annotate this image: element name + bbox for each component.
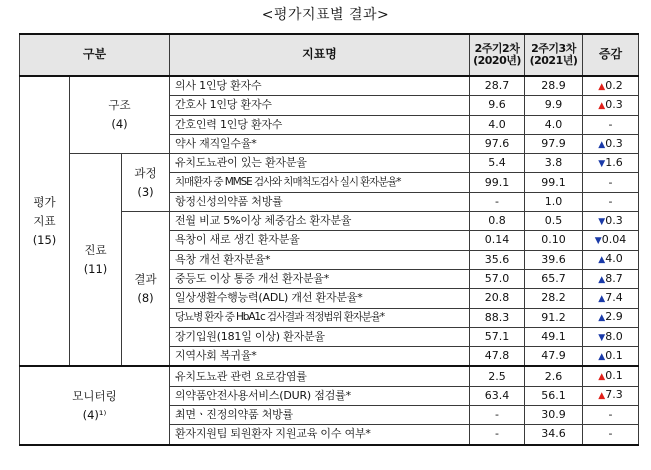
value-y2021: 28.9 — [525, 76, 583, 96]
value-y2021: 47.9 — [525, 347, 583, 367]
group-process-cell-line: (3) — [137, 184, 154, 199]
change-cell — [583, 406, 639, 425]
change-cell — [583, 386, 639, 405]
change-cell — [583, 269, 639, 288]
triangle-down-icon: ▼ — [598, 332, 606, 343]
table-body — [20, 76, 639, 445]
value-y2021: 9.9 — [525, 96, 583, 115]
change-cell — [583, 347, 639, 367]
group-monitoring-cell-line: (4)¹⁾ — [82, 407, 107, 422]
value-y2021: 2.6 — [525, 366, 583, 386]
change-value: 8.0 — [605, 329, 623, 343]
value-y2020: - — [470, 425, 525, 445]
indicator-name: 욕창 개선 환자분율* — [170, 250, 470, 269]
value-y2021: 49.1 — [525, 327, 583, 346]
triangle-up-icon: ▲ — [598, 274, 606, 285]
change-cell — [583, 289, 639, 308]
value-y2020: 0.14 — [470, 231, 525, 250]
change-value: 0.04 — [601, 233, 627, 247]
triangle-up-icon: ▲ — [598, 81, 606, 92]
triangle-up-icon: ▲ — [598, 293, 606, 304]
header-2020 — [470, 34, 525, 76]
change-cell — [583, 115, 639, 134]
value-y2021: 0.5 — [525, 212, 583, 231]
change-value: 4.0 — [605, 252, 623, 266]
group-process-cell-line: 과정 — [134, 165, 157, 180]
group-care-cell-line: (11) — [83, 261, 108, 276]
change-value: 0.2 — [605, 78, 623, 92]
group-eval-cell-line: 지표 — [33, 213, 56, 228]
value-y2021: 99.1 — [525, 173, 583, 192]
change-value: 1.6 — [605, 155, 623, 169]
change-cell — [583, 76, 639, 96]
value-y2021: 39.6 — [525, 250, 583, 269]
triangle-up-icon: ▲ — [598, 351, 606, 362]
value-y2020: 35.6 — [470, 250, 525, 269]
group-structure-cell-line: 구조 — [108, 98, 131, 113]
indicator-name: 최면ㆍ진정의약품 처방률 — [170, 406, 470, 425]
change-cell — [583, 250, 639, 269]
header-change: 증감 — [583, 34, 639, 76]
group-care-cell — [70, 154, 122, 367]
change-value: - — [608, 408, 613, 422]
group-outcome-cell — [122, 212, 170, 367]
change-cell — [583, 96, 639, 115]
value-y2021: 30.9 — [525, 406, 583, 425]
change-cell — [583, 154, 639, 173]
change-value: - — [608, 194, 613, 208]
change-cell — [583, 231, 639, 250]
change-value: - — [608, 175, 613, 189]
value-y2020: - — [470, 406, 525, 425]
value-y2020: 28.7 — [470, 76, 525, 96]
header-category: 구분 — [20, 34, 170, 76]
indicator-name: 의사 1인당 환자수 — [170, 76, 470, 96]
indicator-name: 간호인력 1인당 환자수 — [170, 115, 470, 134]
value-y2020: 2.5 — [470, 366, 525, 386]
indicator-name: 항정신성의약품 처방률 — [170, 192, 470, 211]
table-row — [20, 366, 639, 386]
change-cell — [583, 212, 639, 231]
value-y2021: 1.0 — [525, 192, 583, 211]
indicator-name: 유치도뇨관 관련 요로감염률 — [170, 366, 470, 386]
change-value: 7.3 — [605, 388, 623, 402]
triangle-up-icon: ▲ — [598, 255, 606, 266]
header-indicator: 지표명 — [170, 34, 470, 76]
indicator-name: 환자지원팀 퇴원환자 지원교육 이수 여부* — [170, 425, 470, 445]
table-caption: <평가지표별 결과> — [261, 7, 390, 23]
indicator-name: 유치도뇨관이 있는 환자분율 — [170, 154, 470, 173]
triangle-up-icon: ▲ — [598, 101, 606, 111]
indicator-name: 약사 재직일수율* — [170, 134, 470, 153]
value-y2020: 57.1 — [470, 327, 525, 346]
change-cell — [583, 327, 639, 346]
value-y2021: 4.0 — [525, 115, 583, 134]
value-y2020: - — [470, 192, 525, 211]
change-value: 2.9 — [605, 310, 623, 324]
indicator-name: 당뇨병 환자 중 HbA1c 검사결과 적정범위 환자분율* — [170, 308, 470, 327]
value-y2020: 20.8 — [470, 289, 525, 308]
triangle-up-icon: ▲ — [598, 391, 606, 402]
change-value: 0.3 — [605, 136, 623, 150]
value-y2021: 97.9 — [525, 134, 583, 153]
header-2020-round: 2주기2차 — [474, 41, 520, 55]
group-outcome-cell-line: 결과 — [134, 272, 157, 287]
group-care-cell-line: 진료 — [84, 243, 107, 258]
change-value: - — [608, 117, 613, 131]
group-monitoring-cell-line: 모니터링 — [72, 388, 117, 403]
value-y2021: 91.2 — [525, 308, 583, 327]
value-y2020: 4.0 — [470, 115, 525, 134]
change-cell — [583, 134, 639, 153]
change-value: 7.4 — [605, 290, 623, 304]
value-y2020: 0.8 — [470, 212, 525, 231]
triangle-down-icon: ▼ — [594, 236, 602, 247]
change-cell — [583, 173, 639, 192]
change-value: 0.3 — [605, 98, 623, 111]
indicator-name: 의약품안전사용서비스(DUR) 점검률* — [170, 386, 470, 405]
header-row — [20, 34, 639, 76]
change-value: 0.1 — [605, 348, 623, 362]
value-y2020: 88.3 — [470, 308, 525, 327]
value-y2020: 97.6 — [470, 134, 525, 153]
evaluation-indicator-table — [19, 33, 639, 446]
triangle-down-icon: ▼ — [598, 216, 606, 227]
triangle-up-icon: ▲ — [598, 372, 606, 383]
value-y2021: 56.1 — [525, 386, 583, 405]
change-value: 8.7 — [605, 271, 623, 285]
indicator-name: 장기입원(181일 이상) 환자분율 — [170, 327, 470, 346]
triangle-up-icon: ▲ — [598, 313, 606, 324]
group-eval-cell-line: 평가 — [33, 195, 56, 210]
indicator-name: 지역사회 복귀율* — [170, 347, 470, 367]
value-y2021: 0.10 — [525, 231, 583, 250]
group-process-cell — [122, 154, 170, 212]
change-cell — [583, 308, 639, 327]
value-y2020: 57.0 — [470, 269, 525, 288]
value-y2020: 5.4 — [470, 154, 525, 173]
value-y2020: 9.6 — [470, 96, 525, 115]
change-value: 0.1 — [605, 369, 623, 383]
change-cell — [583, 192, 639, 211]
indicator-name: 치매환자 중 MMSE 검사와 치매척도검사 실시 환자분율* — [170, 173, 470, 192]
indicator-name: 욕창이 새로 생긴 환자분율 — [170, 231, 470, 250]
table-row — [20, 76, 639, 96]
change-value: - — [608, 427, 613, 441]
header-2021 — [525, 34, 583, 76]
change-value: 0.3 — [605, 213, 623, 227]
indicator-name: 간호사 1인당 환자수 — [170, 96, 470, 115]
value-y2021: 28.2 — [525, 289, 583, 308]
change-cell — [583, 366, 639, 386]
group-outcome-cell-line: (8) — [137, 290, 154, 305]
header-2021-year: (2021년) — [529, 54, 578, 67]
group-eval-cell-line: (15) — [32, 232, 57, 247]
triangle-down-icon: ▼ — [598, 158, 606, 169]
indicator-name: 전월 비교 5%이상 체중감소 환자분율 — [170, 212, 470, 231]
header-2021-round: 2주기3차 — [531, 41, 576, 55]
value-y2020: 99.1 — [470, 173, 525, 192]
value-y2020: 63.4 — [470, 386, 525, 405]
value-y2021: 65.7 — [525, 269, 583, 288]
group-monitoring-cell — [20, 366, 170, 444]
triangle-up-icon: ▲ — [598, 139, 606, 150]
group-eval-cell — [20, 76, 70, 366]
indicator-name: 일상생활수행능력(ADL) 개선 환자분율* — [170, 289, 470, 308]
table-row — [20, 154, 639, 173]
group-structure-cell — [70, 76, 170, 154]
value-y2020: 47.8 — [470, 347, 525, 367]
group-structure-cell-line: (4) — [111, 117, 128, 132]
header-2020-year: (2020년) — [473, 54, 521, 67]
change-cell — [583, 425, 639, 445]
value-y2021: 3.8 — [525, 154, 583, 173]
indicator-name: 중등도 이상 통증 개선 환자분율* — [170, 269, 470, 288]
value-y2021: 34.6 — [525, 425, 583, 445]
